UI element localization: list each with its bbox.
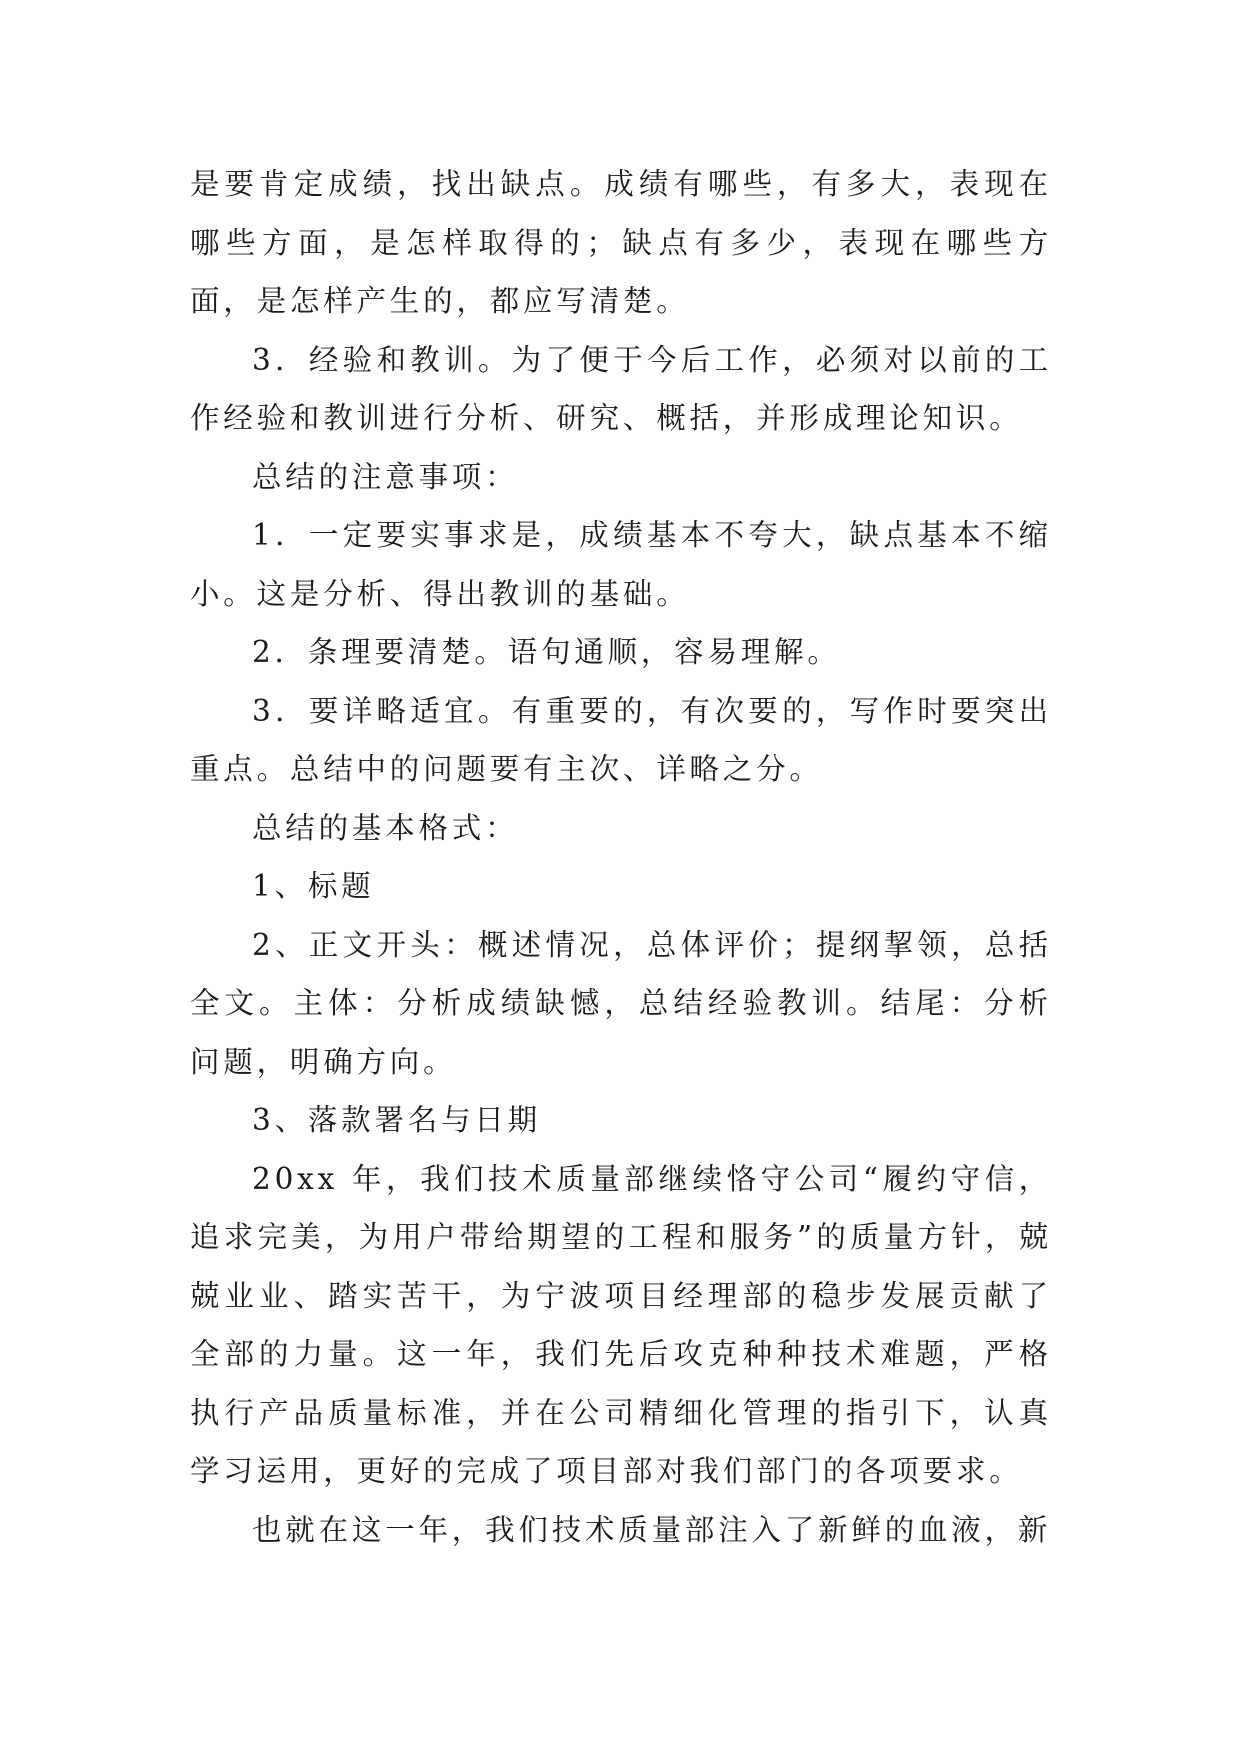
- paragraph-experience-lessons: 3．经验和教训。为了便于今后工作，必须对以前的工作经验和教训进行分析、研究、概括，并形成理论知识。: [190, 342, 1052, 435]
- format-item-3: 3、落款署名与日期: [252, 1103, 541, 1137]
- heading-basic-format: 总结的基本格式：: [252, 810, 519, 845]
- format-item-1: 1、标题: [252, 869, 375, 903]
- note-item-1: 1．一定要实事求是，成绩基本不夸大，缺点基本不缩小。这是分析、得出教训的基础。: [190, 518, 1052, 611]
- paragraph-achievements: 是要肯定成绩，找出缺点。成绩有哪些，有多大，表现在哪些方面，是怎样取得的；缺点有多少，表现在哪些方面，是怎样产生的，都应写清楚。: [190, 167, 1052, 318]
- paragraph-annual-summary: 20xx 年，我们技术质量部继续恪守公司“履约守信，追求完美，为用户带给期望的工程和服务”的质量方针，兢兢业业、踏实苦干，为宁波项目经理部的稳步发展贡献了全部的力量。这一年，我们先后攻克种种技术难题，严格执行产品质量标准，并在公司精细化管理的指引下，认真学习运用，更好的完成了项目部对我们部门的各项要求。: [190, 1161, 1052, 1488]
- paragraph-new-staff: 也就在这一年，我们技术质量部注入了新鲜的血液，新: [252, 1512, 1052, 1547]
- document-body: [190, 155, 1052, 1559]
- note-item-2: 2．条理要清楚。语句通顺，容易理解。: [252, 635, 841, 669]
- note-item-3: 3．要详略适宜。有重要的，有次要的，写作时要突出重点。总结中的问题要有主次、详略之分。: [190, 693, 1052, 786]
- heading-notes: 总结的注意事项：: [252, 459, 519, 494]
- format-item-2: 2、正文开头：概述情况，总体评价；提纲挈领，总括全文。主体：分析成绩缺憾，总结经验教训。结尾：分析问题，明确方向。: [190, 927, 1052, 1079]
